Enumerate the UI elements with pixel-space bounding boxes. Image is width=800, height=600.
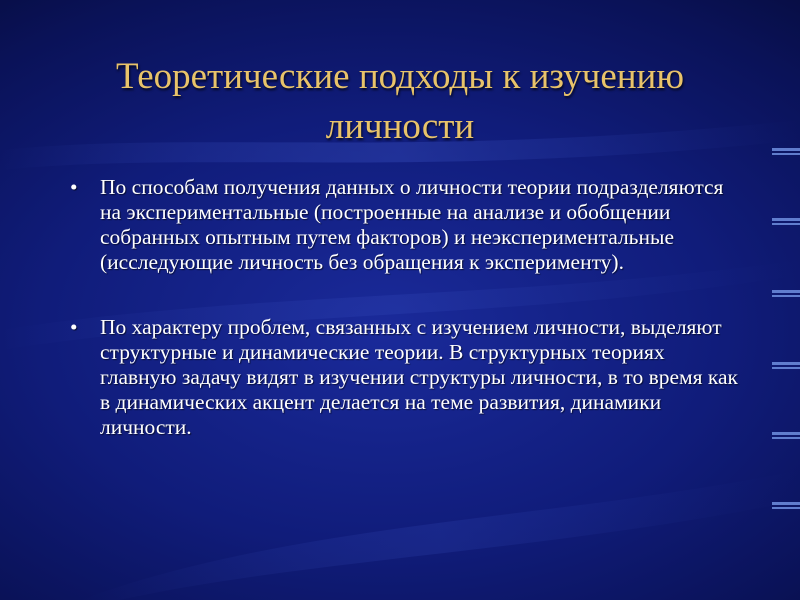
bullet-marker: • (70, 175, 78, 199)
edge-dash (772, 362, 800, 365)
edge-dash (772, 367, 800, 369)
bullet-marker: • (70, 315, 78, 339)
edge-dash (772, 290, 800, 293)
edge-dash (772, 432, 800, 435)
edge-dash (772, 295, 800, 297)
edge-dash (772, 153, 800, 155)
slide-title: Теоретические подходы к изучению личности (116, 56, 684, 147)
bullet-list (70, 175, 745, 440)
bullet-text: По способам получения данных о личности теории подразделяются на экспериментальные (построенные на анализе и обобщении собранных опытным путем факторов) и неэкспериментальные (исследующие личность без обращения к эксперименту). (100, 175, 724, 274)
bullet-item (70, 175, 745, 275)
edge-dash (772, 507, 800, 509)
edge-dash (772, 223, 800, 225)
edge-dash (772, 148, 800, 151)
background-streak (80, 470, 800, 600)
edge-dash (772, 218, 800, 221)
bullet-text: По характеру проблем, связанных с изучением личности, выделяют структурные и динамические теории. В структурных теориях главную задачу видят в изучении структуры личности, в то время как в динамических акцент делается на теме развития, динамики личности. (100, 315, 738, 439)
bullet-item (70, 315, 745, 440)
edge-dash (772, 502, 800, 505)
right-edge-dashes (772, 148, 800, 509)
edge-dash (772, 437, 800, 439)
